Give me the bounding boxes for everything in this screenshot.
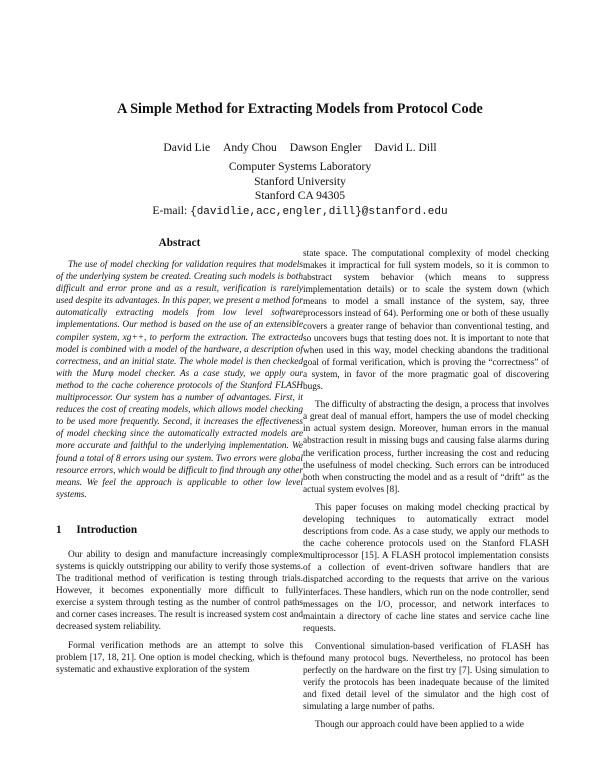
author-list [0, 141, 600, 155]
intro-paragraph: This paper focuses on making model checking practical by developing techniques to automatically extract model descriptions from code. As a case study, we apply our methods to the cache coherence protocols used on the Stanford FLASH multiprocessor [15]. A FLASH protocol implementation consists of a collection of event-driven software handlers that are dispatched according to the requests that arrive on the various interfaces. These handlers, which run on the node controller, send messages on the I/O, processor, and network interfaces to maintain a directory of cache line states and service cache line requests. [303, 502, 549, 634]
email-line [0, 204, 600, 219]
section-heading-introduction [56, 523, 303, 537]
email-address: {davidlie,acc,engler,dill}@stanford.edu [190, 205, 448, 218]
intro-paragraph: Conventional simulation-based verification of FLASH has found many protocol bugs. Nevertheless, no protocol has been perfectly on the hardware on the first try [7]. Using simulation to verify the protocols has been inadequate because of the limited and fixed detail level of the simulator and the high cost of simulating a large number of paths. [303, 641, 549, 713]
section-title: Introduction [76, 523, 138, 536]
intro-paragraph: Though our approach could have been applied to a wide [315, 720, 524, 731]
intro-paragraph: Our ability to design and manufacture increasingly complex systems is quickly outstripping our ability to verify those systems. The traditional method of verification is testing through trials. However, it becomes exponentially more difficult to fully exercise a system through testing as the number of control paths and corner cases increases. The result is increased system cost and decreased system reliability. [56, 549, 303, 633]
author-name: David Lie [163, 141, 211, 154]
section-number: 1 [56, 523, 62, 536]
affiliation-lab: Computer Systems Laboratory [228, 160, 372, 173]
intro-paragraph: The difficulty of abstracting the design, a process that involves a great deal of manual effort, hampers the use of model checking in actual system design. Moreover, human errors in the manual abstraction result in missing bugs and causing false alarms during the verification process, further increasing the cost and reducing the usefulness of model checking. Such errors can be introduced both when constructing the model and as a result of “drift” as the actual system evolves [8]. [303, 400, 549, 495]
affiliation-block [0, 160, 600, 218]
intro-paragraph: state space. The computational complexity of model checking makes it impractical for full system models, so it is common to abstract system behavior (which means to suppress implementation details) or to scale the system down (which means to model a small instance of the system, say, three processors instead of 64). Performing one or both of these usually covers a greater range of behavior than conventional testing, and so uncovers bugs that testing does not. It is important to note that when used in this way, model checking abandons the traditional goal of formal verification, which is proving the “correctness” of a system, in favor of the more pragmatic goal of discovering bugs. [303, 249, 549, 393]
email-label: E-mail: [152, 203, 188, 217]
affiliation-address: Stanford CA 94305 [254, 189, 346, 202]
abstract-text: The use of model checking for validation requires that models of the underlying system be created. Creating such models is both difficult and error prone and as a result, verification is rarely used despite its advantages. In this paper, we present a method for automatically extracting models from low level software implementations. Our method is based on the use of an extensible compiler system, xg++, to perform the extraction. The extracted model is combined with a model of the hardware, a description of correctness, and an initial state. The whole model is then checked with the Murφ model checker. As a case study, we apply our method to the cache coherence protocols of the Stanford FLASH multiprocessor. Our system has a number of advantages. First, it reduces the cost of creating models, which allows model checking to be used more frequently. Second, it increases the effectiveness of model checking since the automatically extracted models are more accurate and faithful to the underlying implementation. We found a total of 8 errors using our system. Two errors were global resource errors, which would be difficult to find through any other means. We feel the approach is applicable to other low level systems. [56, 260, 303, 500]
author-name: Andy Chou [223, 141, 277, 154]
left-column [56, 236, 303, 676]
affiliation-university: Stanford University [254, 174, 346, 188]
intro-paragraph: Formal verification methods are an attempt to solve this problem [17, 18, 21]. One option is model checking, which is the systematic and exhaustive exploration of the system [56, 640, 303, 675]
right-column [303, 248, 549, 732]
author-name: David L. Dill [374, 141, 437, 154]
paper-title: A Simple Method for Extracting Models from Protocol Code [117, 101, 483, 117]
author-name: Dawson Engler [289, 141, 362, 154]
abstract-heading: Abstract [158, 237, 201, 249]
